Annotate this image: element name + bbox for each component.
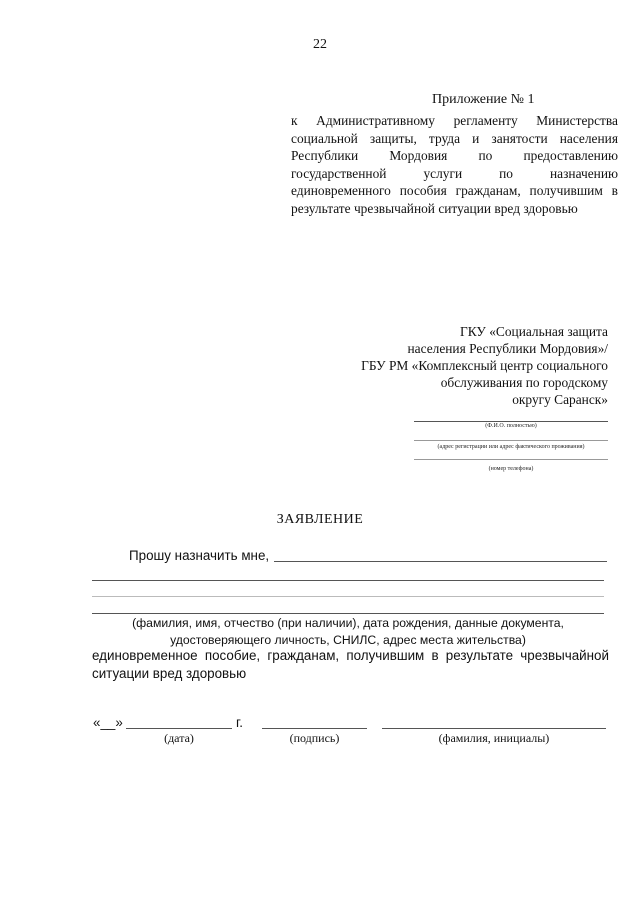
addressee-block [308,323,608,408]
benefit-text-line: ситуации вред здоровью [92,666,247,681]
addressee-line: обслуживания по городскому [440,375,608,390]
request-lead: Прошу назначить мне, [129,548,270,563]
date-caption: (дата) [164,731,194,745]
address-field[interactable] [414,440,608,441]
signature-caption: (подпись) [289,731,340,745]
request-caption-line: (фамилия, имя, отчество (при наличии), дата рождения, данные документа, [132,616,564,630]
year-suffix: г. [236,715,243,730]
addressee-line: ГБУ РМ «Комплексный центр социального [361,358,608,373]
addressee-line: ГКУ «Социальная защита [459,324,608,339]
date-field[interactable] [126,728,232,729]
signature-field[interactable] [262,728,367,729]
appendix-title: Приложение № 1 [432,92,535,107]
name-field[interactable] [382,728,606,729]
page-number: 22 [313,37,327,52]
fio-field[interactable] [414,421,608,422]
request-caption [92,615,604,649]
request-caption-line: удостоверяющего личность, СНИЛС, адрес места жительства) [170,633,526,647]
applicant-data-field-3[interactable] [92,596,604,597]
date-day: «__» [93,715,123,730]
applicant-data-field-4[interactable] [92,613,604,614]
benefit-text-line: единовременное пособие, гражданам, получившим в результате чрезвычайной [92,648,609,663]
applicant-data-field[interactable] [274,561,607,562]
appendix-text: к Административному регламенту Министерства социальной защиты, труда и занятости населения Республики Мордовия по предоставлению государственной услуги по назначению единовременного пособия гражданам, получившим в результате чрезвычайной ситуации вред здоровью [291,113,618,216]
addressee-line: населения Республики Мордовия»/ [407,341,608,356]
address-caption: (адрес регистрации или адрес фактического проживания) [437,444,585,450]
document-heading: ЗАЯВЛЕНИЕ [276,512,364,527]
phone-caption: (номер телефона) [488,466,534,472]
addressee-line: округу Саранск» [512,392,608,407]
name-caption: (фамилия, инициалы) [438,731,550,745]
applicant-data-field-2[interactable] [92,580,604,581]
fio-caption: (Ф.И.О. полностью) [485,423,537,429]
address-field-2[interactable] [414,459,608,460]
